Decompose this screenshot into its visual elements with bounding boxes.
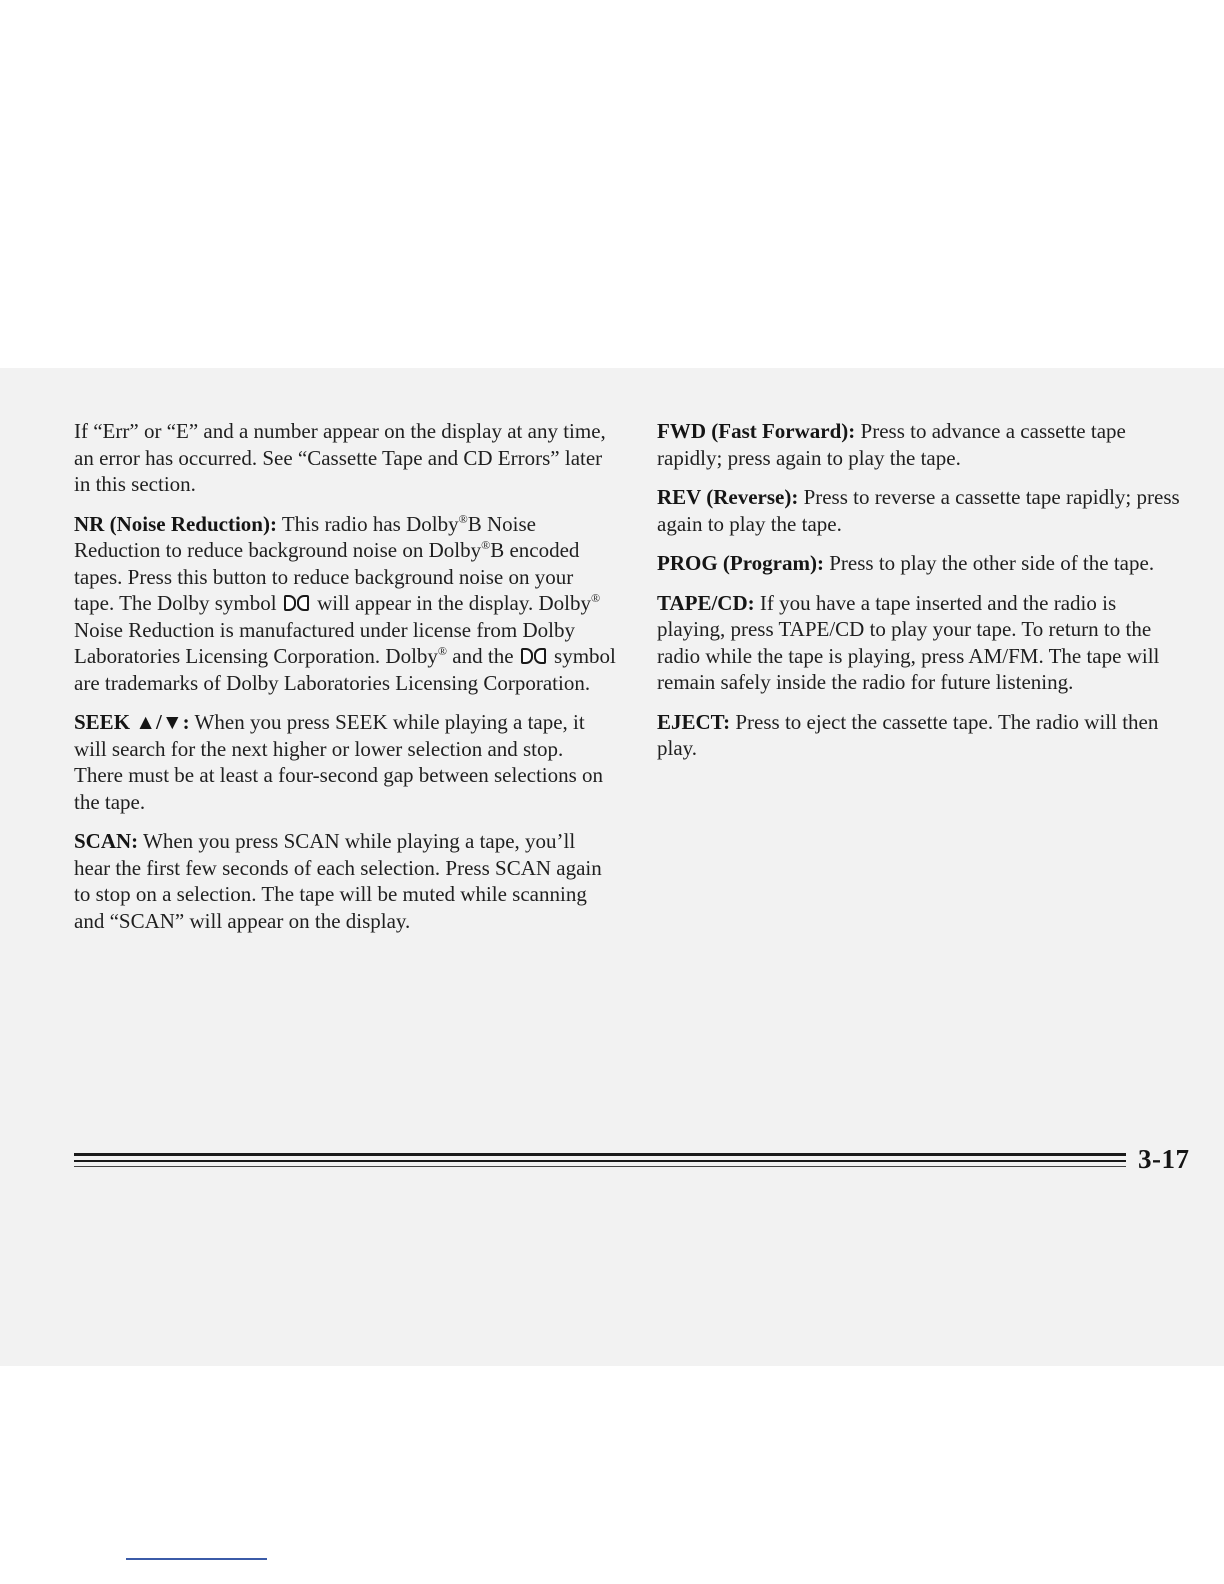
page-number: 3-17 [1138, 1144, 1190, 1174]
footer-rule [74, 1166, 1126, 1167]
seek-paragraph [74, 709, 616, 815]
prog-text: Press to play the other side of the tape. [823, 551, 1155, 575]
eject-text: Press to eject the cassette tape. The radio will then play. [657, 709, 1159, 760]
left-column [74, 418, 616, 947]
nr-text-3: B encoded tapes. Press this button to reduce background noise on your tape. The Dolby symbol [74, 538, 580, 615]
eject-term: EJECT: [657, 709, 731, 734]
nr-text-4: will appear in the display. Dolby [311, 591, 592, 615]
prog-term: PROG (Program): [657, 551, 824, 575]
prog-paragraph [657, 550, 1187, 577]
nr-term: NR (Noise Reduction): [74, 511, 277, 536]
tape-cd-text: If you have a tape inserted and the radio is playing, press TAPE/CD to play your tape. To return to the radio while the tape is playing, press AM/FM. The tape will remain safely inside the radio for future listening. [657, 590, 1160, 694]
right-column [657, 418, 1187, 775]
seek-text: When you press SEEK while playing a tape, it will search for the next higher or lower selection and stop. There must be at least a four-second gap between selections on the tape. [74, 710, 604, 814]
tape-cd-paragraph [657, 590, 1187, 696]
scan-text: When you press SCAN while playing a tape, you’ll hear the first few seconds of each selection. Press SCAN again to stop on a selection. The tape will be muted while scanning and “SCAN” will appear on the display. [74, 829, 602, 933]
scan-term: SCAN: [74, 829, 139, 853]
rev-text: Press to reverse a cassette tape rapidly; press again to play the tape. [657, 485, 1180, 536]
nr-text-5: Noise Reduction is manufactured under license from Dolby Laboratories Licensing Corporation. Dolby [74, 617, 575, 668]
seek-term: SEEK ▲/▼: [74, 710, 190, 734]
dolby-double-d-icon [521, 648, 547, 664]
scan-paragraph [74, 828, 616, 934]
registered-mark: ® [591, 591, 601, 605]
err-paragraph: If “Err” or “E” and a number appear on the display at any time, an error has occurred. See “Cassette Tape and CD Errors” later in this section. [74, 419, 606, 496]
nr-text-6: and the [447, 644, 514, 668]
registered-mark: ® [481, 538, 491, 552]
eject-paragraph [657, 709, 1187, 762]
rev-paragraph [657, 484, 1187, 537]
fwd-paragraph [657, 418, 1187, 471]
fwd-term: FWD (Fast Forward): [657, 419, 856, 443]
registered-mark: ® [437, 644, 448, 658]
footer-rule [74, 1153, 1126, 1156]
stray-line [126, 1558, 267, 1560]
dolby-double-d-icon [284, 595, 310, 611]
nr-text-2: B Noise Reduction to reduce background noise on Dolby [74, 511, 536, 562]
registered-mark: ® [458, 511, 468, 526]
footer-rule [74, 1160, 1126, 1162]
rev-term: REV (Reverse): [657, 485, 799, 509]
nr-text-1: This radio has Dolby [276, 511, 459, 536]
tape-cd-term: TAPE/CD: [657, 590, 755, 615]
nr-text-7: symbol are trademarks of Dolby Laboratories Licensing Corporation. [74, 644, 616, 695]
fwd-text: Press to advance a cassette tape rapidly; press again to play the tape. [657, 419, 1126, 470]
nr-paragraph [74, 511, 616, 697]
